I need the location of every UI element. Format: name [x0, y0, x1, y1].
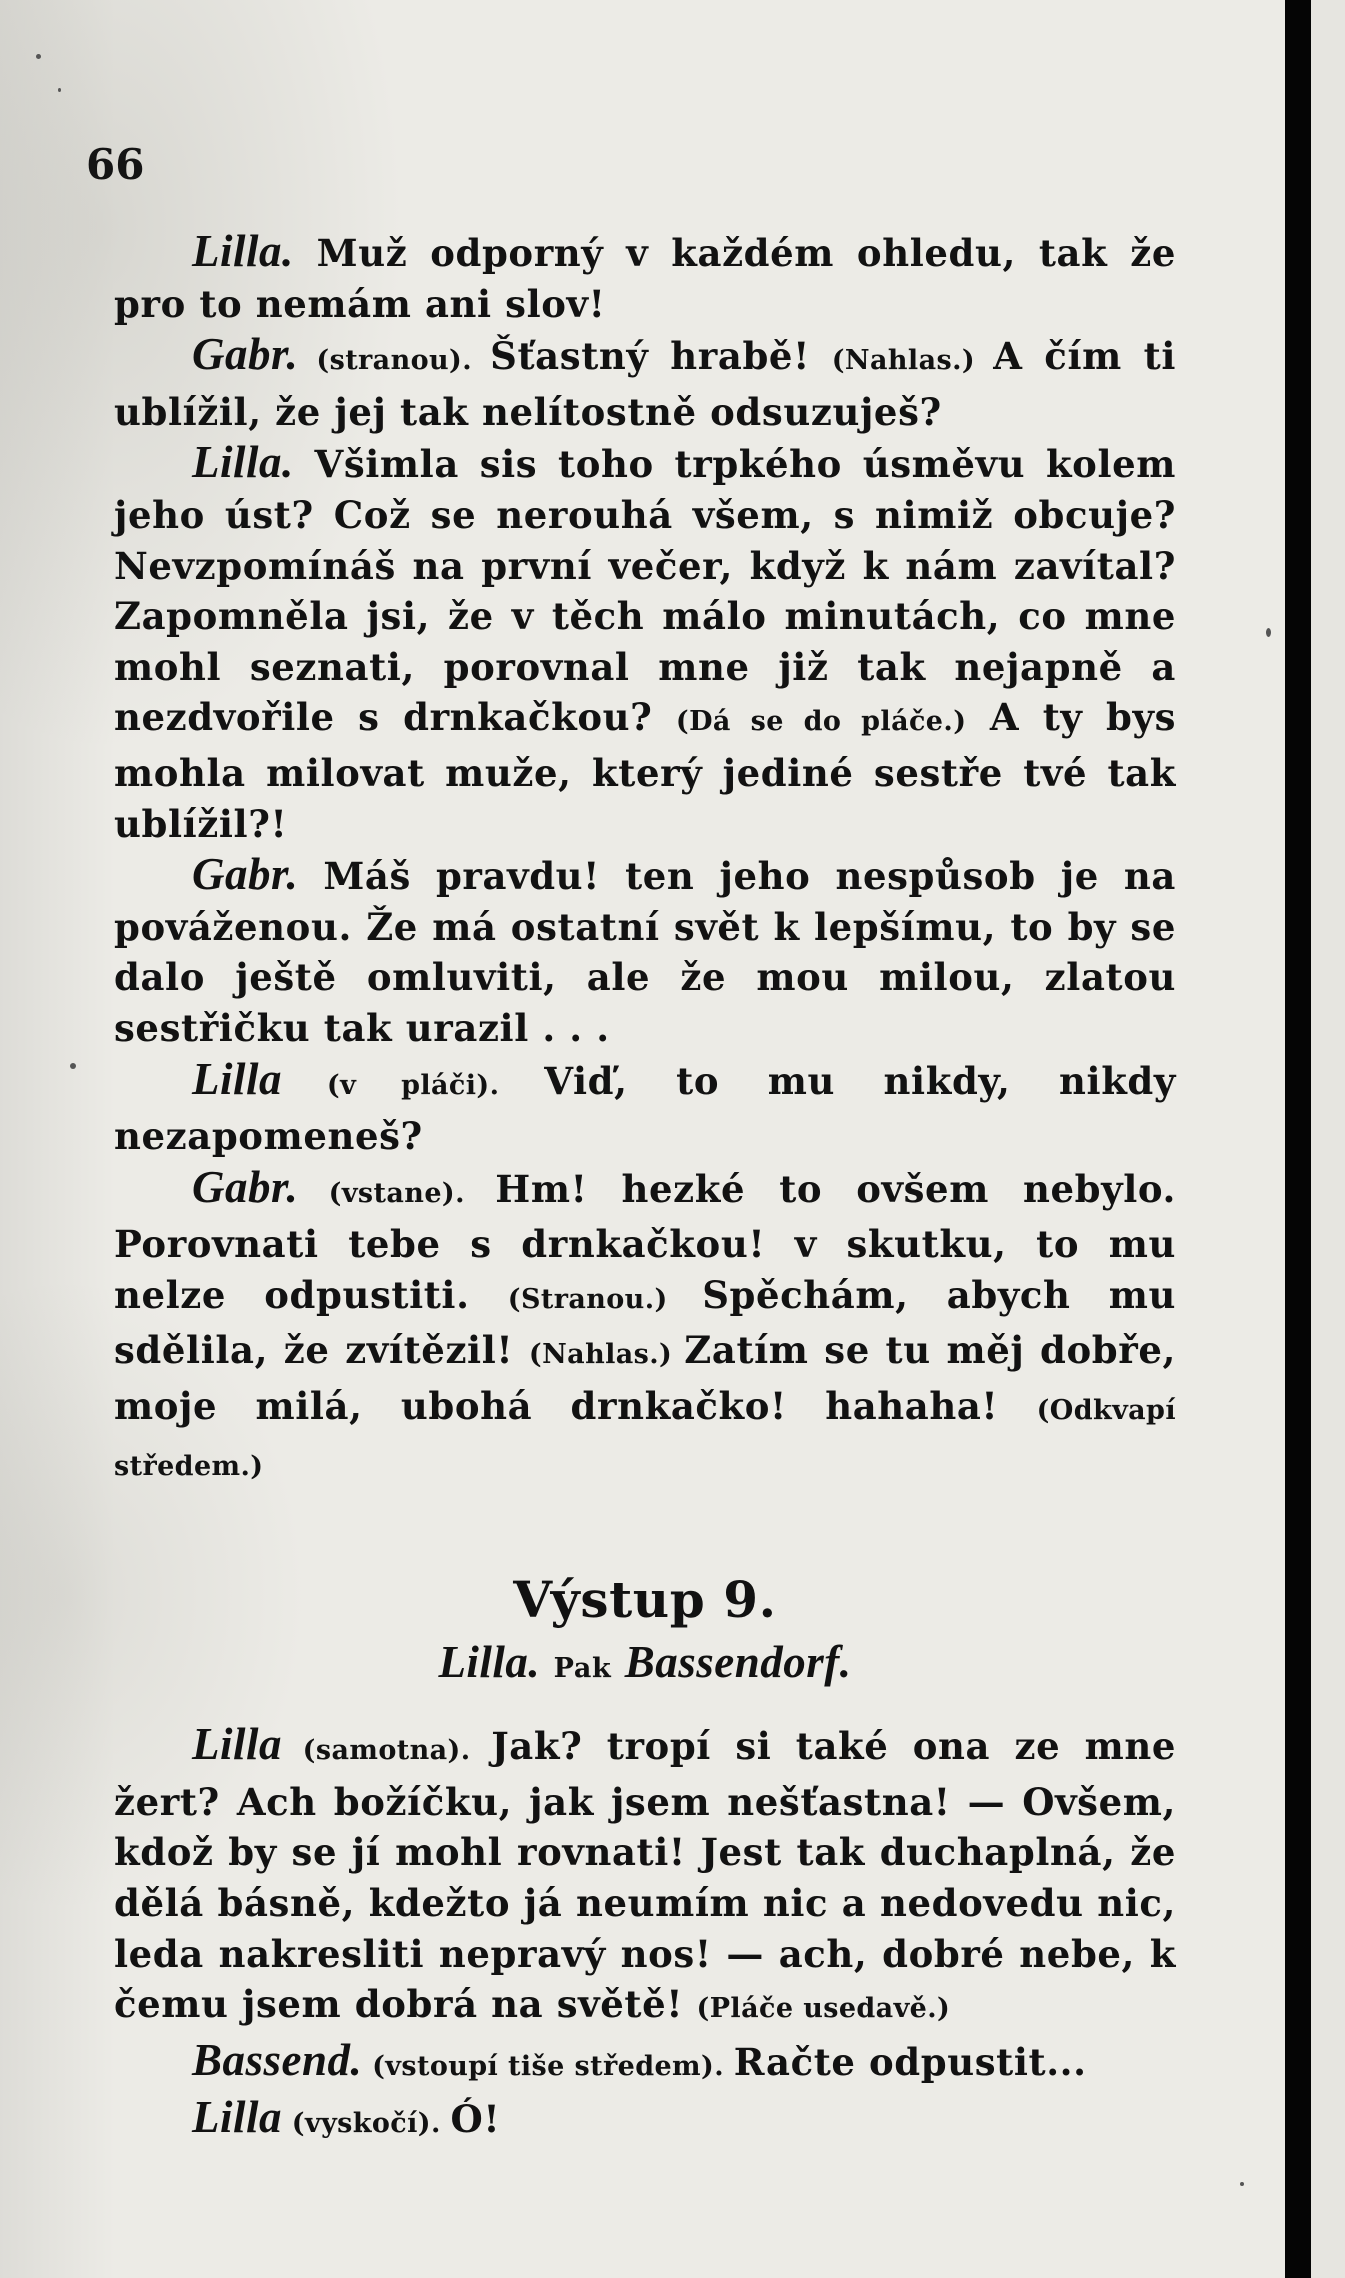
page-number: 66 — [86, 140, 145, 189]
speaker-name: Lilla. — [192, 226, 294, 276]
stage-direction: (Dá se do pláče.) — [675, 706, 967, 738]
speaker-name: Lilla — [192, 1719, 282, 1770]
dialogue-text: Máš pravdu! ten jeho nespůsob je na pováženou. Že má ostatní svět k lepšímu, to by se dalo ještě omluviti, ale že mou milou, zlatou sestřičku tak urazil . . . — [114, 854, 1176, 1050]
stage-direction: (Stranou.) — [507, 1283, 703, 1315]
dialogue-text: Hm! hezké to ovšem nebylo. Porovnati tebe s drnkačkou! v skutku, to mu nelze odpustiti. — [114, 1166, 1176, 1317]
dialogue-text: Ó! — [450, 2097, 501, 2142]
speaker-name: Lilla — [192, 1053, 282, 1104]
cast-connector: Pak — [553, 1653, 612, 1685]
dialogue-text: Spěchám, abych mu sdělila, že zvítězil! — [114, 1272, 1177, 1373]
speaker-name: Lilla. — [192, 437, 294, 488]
scene-heading: Výstup 9. — [513, 1570, 777, 1630]
dialogue-paragraph — [114, 849, 1176, 1053]
stage-direction: (samotna). — [282, 1735, 492, 1767]
dialogue-paragraph — [114, 1162, 1176, 1493]
speaker-name: Gabr. — [192, 849, 299, 900]
stage-direction: (Nahlas.) — [528, 1339, 685, 1371]
speaker-name: Gabr. — [192, 329, 299, 380]
dialogue-text: A čím ti ublížil, že jej tak nelítostně odsuzuješ? — [114, 334, 1177, 434]
scan-speck — [58, 88, 61, 92]
dialogue-text: Viď, to mu nikdy, nikdy nezapomeneš? — [114, 1058, 1177, 1159]
dialogue-paragraph — [114, 329, 1176, 437]
dialogue-paragraph — [114, 437, 1176, 849]
scan-speck — [1266, 628, 1271, 637]
scene-cast — [114, 1634, 1176, 1697]
stage-direction: (v pláči). — [282, 1069, 545, 1101]
speaker-name: Lilla — [192, 2092, 282, 2143]
book-gutter — [1285, 0, 1311, 2278]
dialogue-paragraph — [114, 226, 1176, 329]
play-text — [114, 226, 1176, 2150]
adjacent-page-edge — [1311, 0, 1345, 2278]
stage-direction: (vstoupí tiše středem). — [362, 2050, 734, 2082]
dialogue-text: Jak? tropí si také ona ze mne žert? Ach božíčku, jak jsem nešťastna! — Ovšem, kdož by se jí mohl rovnati! Jest tak duchaplná, že dělá básně, kdežto já neumím nic a nedovedu nic, leda nakresliti nepravý nos! — ach, dobré nebe, k čemu jsem dobrá na světě! — [114, 1724, 1177, 2027]
scan-speck — [36, 54, 41, 59]
speaker-name: Bassend. — [192, 2034, 363, 2085]
stage-direction: (Odkvapí středem.) — [114, 1395, 1176, 1482]
stage-direction: (stranou). — [298, 345, 491, 377]
dialogue-text: Račte odpustit... — [733, 2039, 1087, 2084]
stage-direction: (Nahlas.) — [831, 345, 994, 377]
dialogue-paragraph — [114, 1719, 1176, 2035]
dialogue-paragraph — [114, 2092, 1176, 2150]
stage-direction: (vyskočí). — [282, 2108, 451, 2140]
dialogue-text: Muž odporný v každém ohledu, tak že pro to nemám ani slov! — [114, 231, 1176, 326]
dialogue-text: Šťastný hrabě! — [490, 334, 832, 379]
dialogue-text: Všimla sis toho trpkého úsměvu kolem jeho úst? Což se nerouhá všem, s nimiž obcuje? Nevzpomínáš na první večer, když k nám zavítal? Zapomněla jsi, že v těch málo minutách, co mne mohl seznati, porovnal mne již tak nejapně a nezdvořile s drnkačkou? — [114, 442, 1176, 740]
cast-name: Lilla. — [438, 1637, 541, 1688]
dialogue-paragraph — [114, 1054, 1176, 1162]
stage-direction: (vstane). — [298, 1177, 496, 1209]
dialogue-text: Zatím se tu měj dobře, moje milá, ubohá drnkačko! hahaha! — [114, 1328, 1176, 1429]
dialogue-text: A ty bys mohla milovat muže, který jediné sestře tvé tak ublížil?! — [114, 695, 1177, 846]
cast-name: Bassendorf. — [624, 1637, 852, 1688]
scan-speck — [70, 1063, 76, 1069]
dialogue-paragraph — [114, 2035, 1176, 2093]
speaker-name: Gabr. — [192, 1161, 299, 1212]
stage-direction: (Pláče usedavě.) — [696, 1993, 951, 2025]
scan-speck — [1240, 2182, 1244, 2186]
